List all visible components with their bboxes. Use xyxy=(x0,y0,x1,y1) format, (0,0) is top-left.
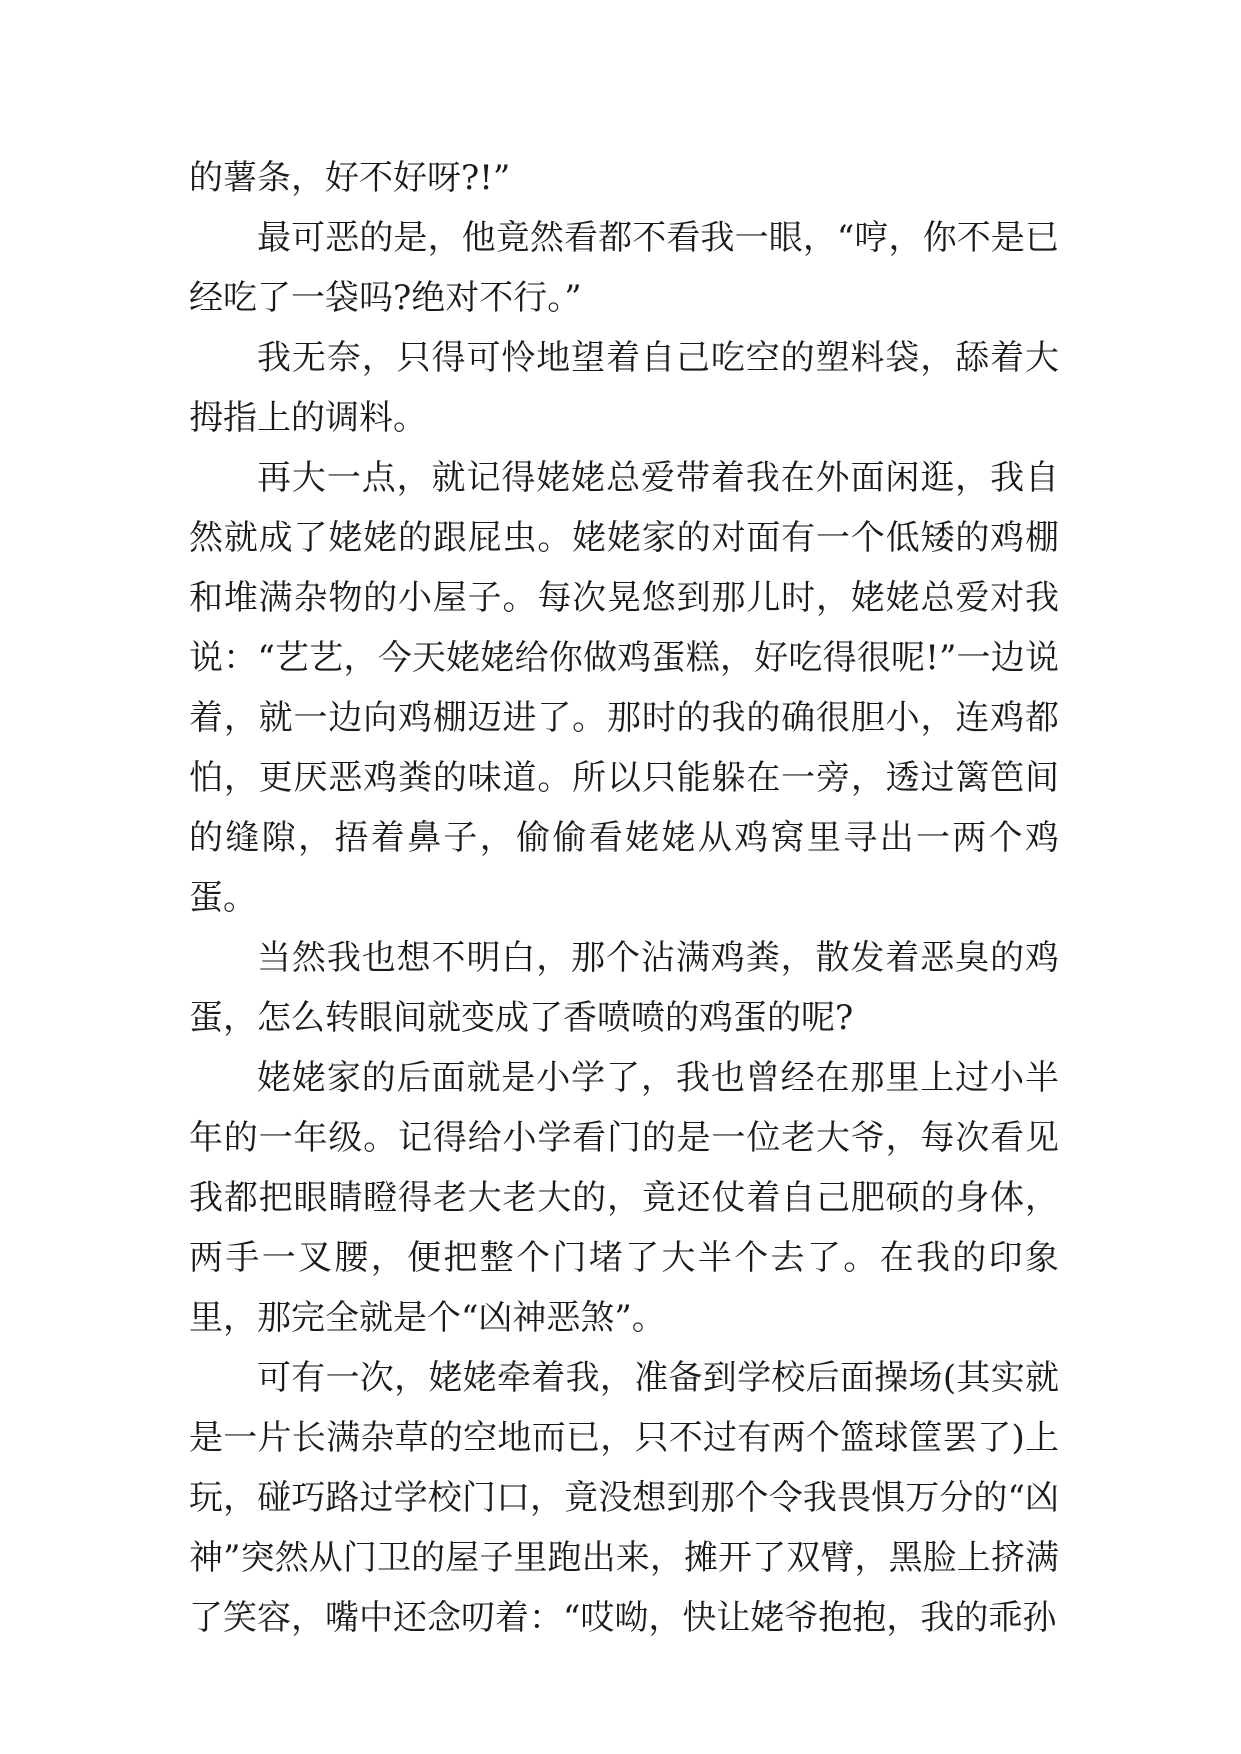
paragraph-6: 姥姥家的后面就是小学了，我也曾经在那里上过小半年的一年级。记得给小学看门的是一位老大爷，每次看见我都把眼睛瞪得老大老大的，竟还仗着自己肥硕的身体，两手一叉腰，便把整个门堵了大半个去了。在我的印象里，那完全就是个“凶神恶煞”。 xyxy=(189,1058,1059,1338)
paragraph-2: 最可恶的是，他竟然看都不看我一眼，“哼，你不是已经吃了一袋吗?绝对不行。” xyxy=(189,218,1059,318)
paragraph-5: 当然我也想不明白，那个沾满鸡粪，散发着恶臭的鸡蛋，怎么转眼间就变成了香喷喷的鸡蛋的呢? xyxy=(189,938,1059,1038)
paragraph-3: 我无奈，只得可怜地望着自己吃空的塑料袋，舔着大拇指上的调料。 xyxy=(189,338,1059,438)
paragraph-4: 再大一点，就记得姥姥总爱带着我在外面闲逛，我自然就成了姥姥的跟屁虫。姥姥家的对面有一个低矮的鸡棚和堆满杂物的小屋子。每次晃悠到那儿时，姥姥总爱对我说：“艺艺，今天姥姥给你做鸡蛋糕，好吃得很呢!”一边说着，就一边向鸡棚迈进了。那时的我的确很胆小，连鸡都怕，更厌恶鸡粪的味道。所以只能躲在一旁，透过篱笆间的缝隙，捂着鼻子，偷偷看姥姥从鸡窝里寻出一两个鸡蛋。 xyxy=(189,458,1059,918)
paragraph-7: 可有一次，姥姥牵着我，准备到学校后面操场(其实就是一片长满杂草的空地而已，只不过有两个篮球筐罢了)上玩，碰巧路过学校门口，竟没想到那个令我畏惧万分的“凶神”突然从门卫的屋子里跑出来，摊开了双臂，黑脸上挤满了笑容，嘴中还念叨着：“哎呦，快让姥爷抱抱，我的乖孙 xyxy=(189,1358,1059,1638)
body-text xyxy=(189,148,1059,1648)
paragraph-1: 的薯条，好不好呀?!” xyxy=(189,158,511,198)
